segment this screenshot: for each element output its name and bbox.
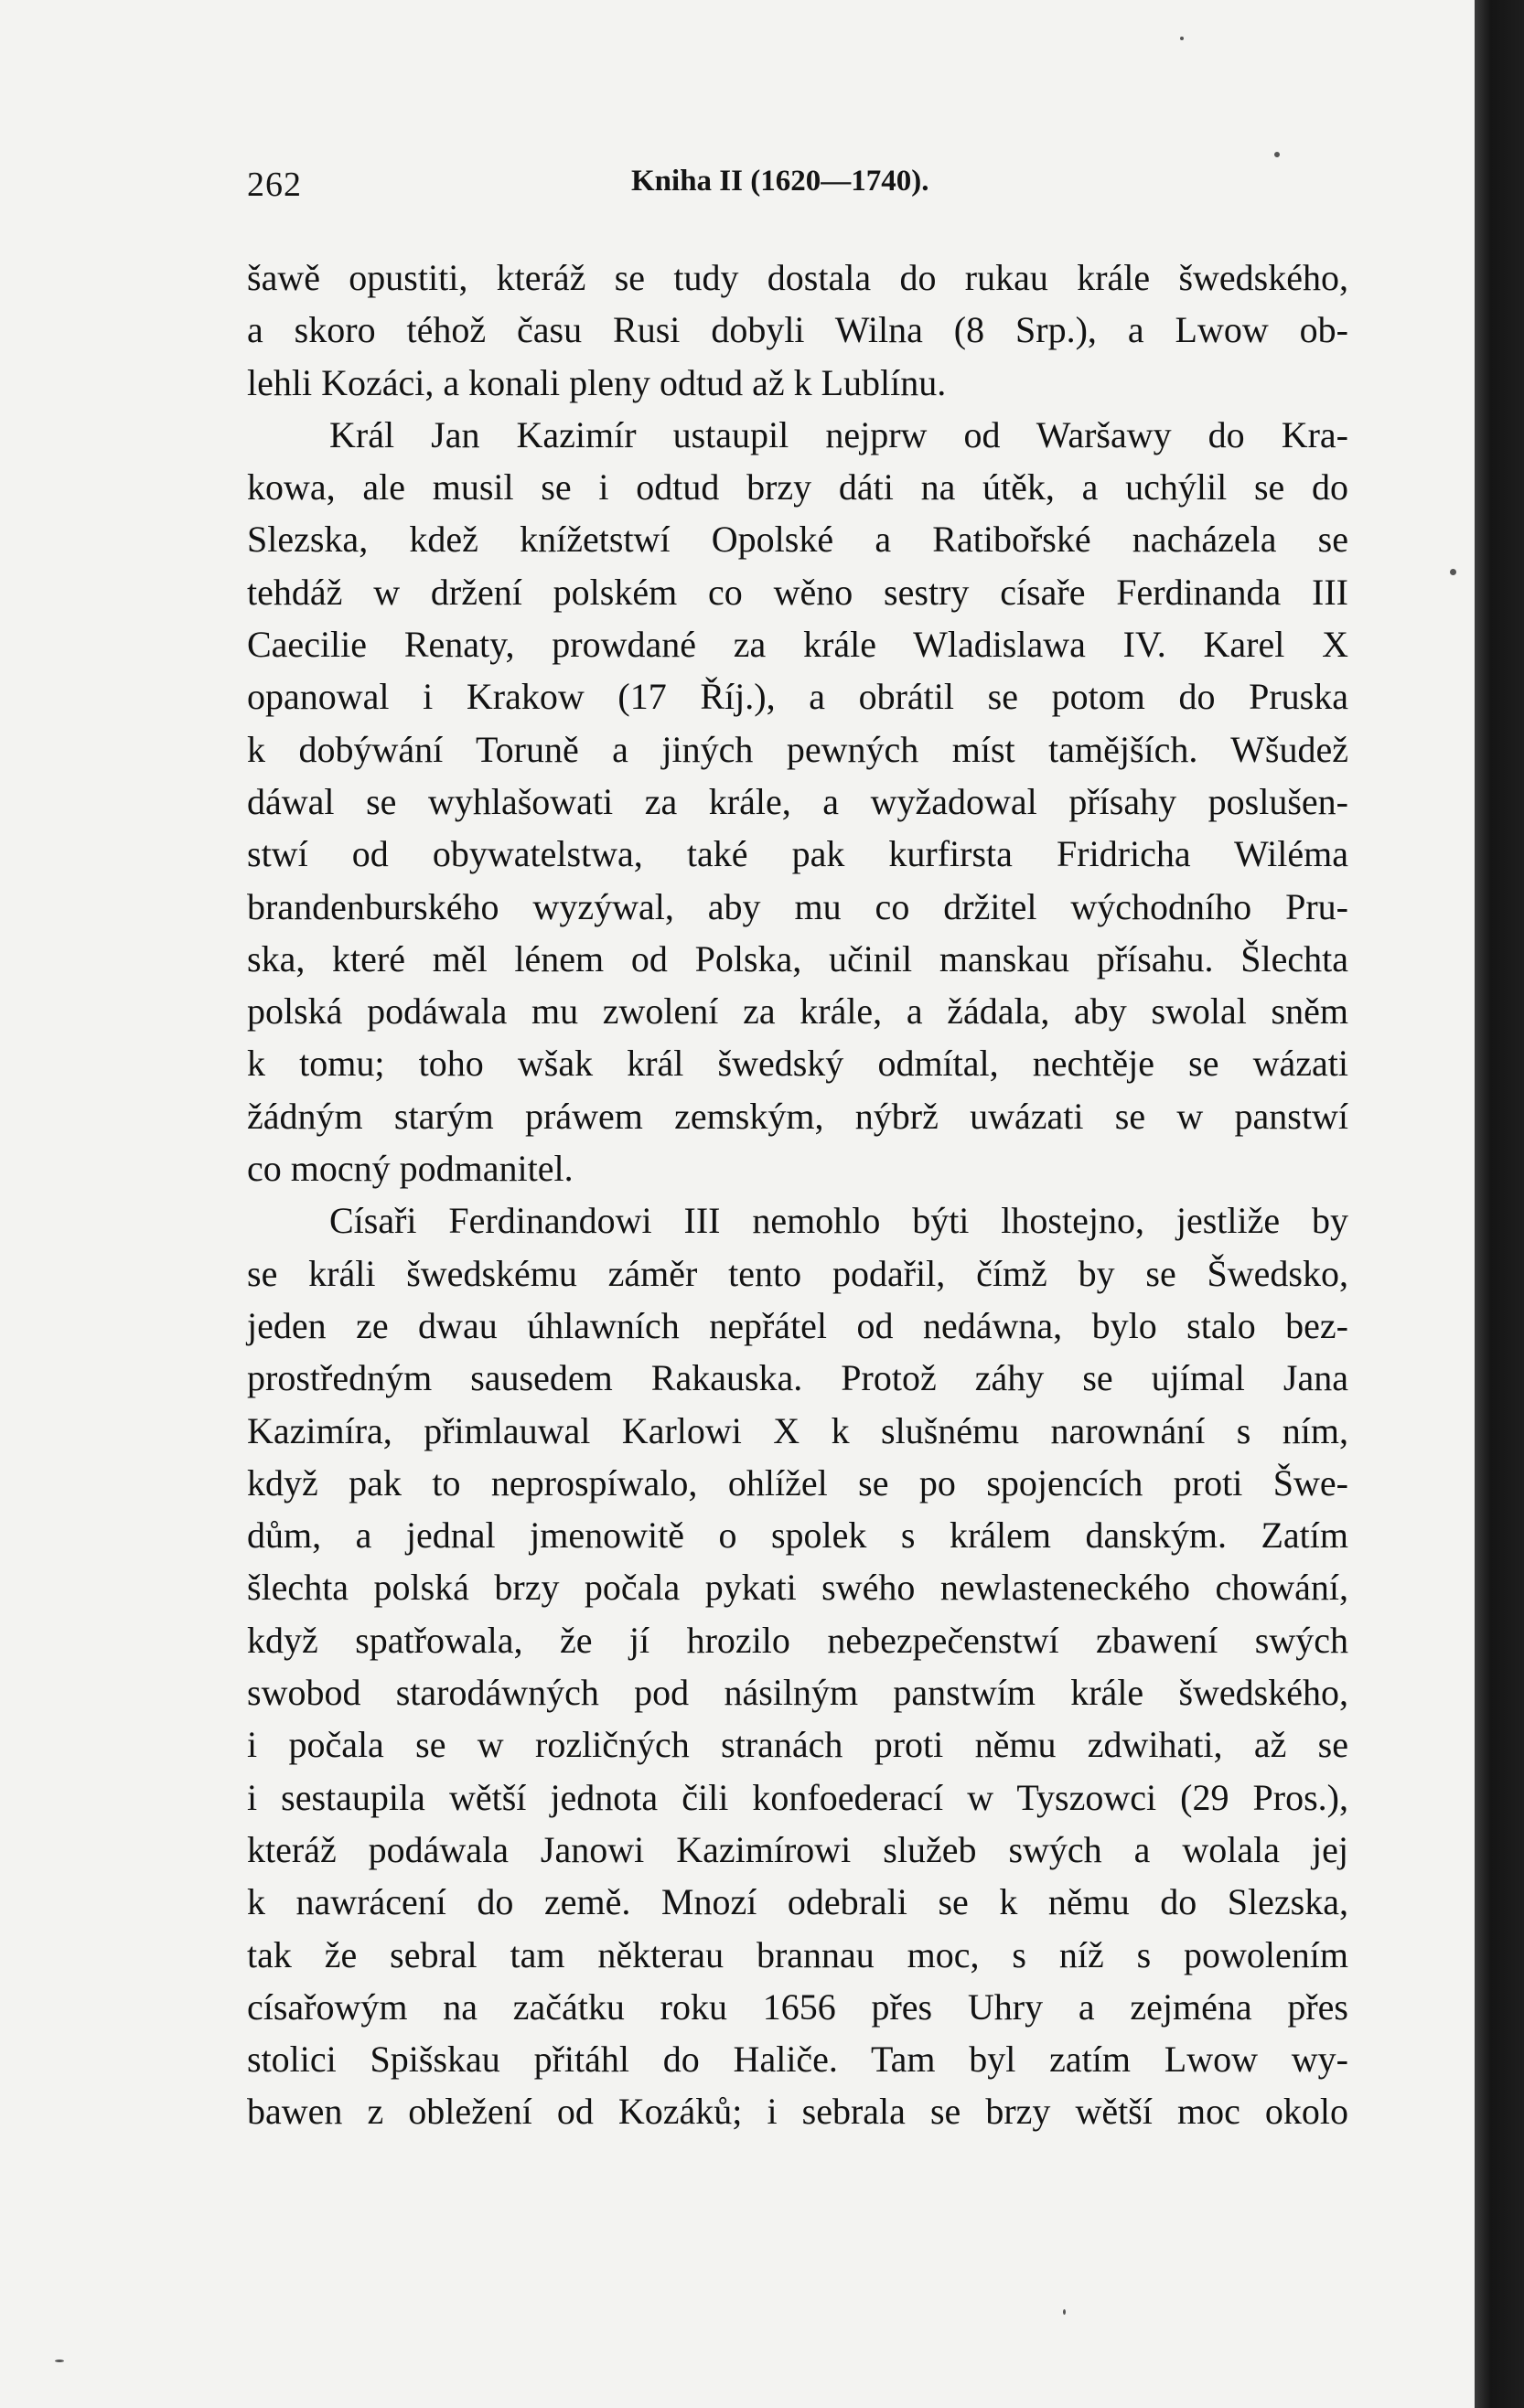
text-line: Císaři Ferdinandowi III nemohlo býti lhostejno, jestliže by xyxy=(329,1200,1348,1242)
text-line: stwí od obywatelstwa, také pak kurfirsta Fridricha Wiléma xyxy=(247,833,1348,875)
text-line: se králi šwedskému záměr tento podařil, čímž by se Šwedsko, xyxy=(247,1252,1348,1294)
text-line: Slezska, kdež knížetstwí Opolské a Ratibořské nacházela se xyxy=(247,519,1348,561)
text-line: císařowým na začátku roku 1656 přes Uhry a zejména přes xyxy=(247,1985,1348,2028)
text-line: k nawrácení do země. Mnozí odebrali se k němu do Slezska, xyxy=(247,1881,1348,1923)
page-header xyxy=(247,165,1348,210)
text-line: šlechta polská brzy počala pykati swého newlasteneckého chowání, xyxy=(247,1567,1348,1609)
text-line: a skoro téhož času Rusi dobyli Wilna (8 Srp.), a Lwow ob- xyxy=(247,309,1348,351)
text-line: lehli Kozáci, a konali pleny odtud až k Lublínu. xyxy=(247,361,947,403)
text-line: Kazimíra, přimlauwal Karlowi X k slušnému narownání s ním, xyxy=(247,1409,1348,1451)
text-line: Král Jan Kazimír ustaupil nejprw od Waršawy do Kra- xyxy=(329,413,1348,455)
text-line: tehdáž w držení polském co wěno sestry císaře Ferdinanda III xyxy=(247,571,1348,613)
text-line: i sestaupila wětší jednota čili konfoederací w Tyszowci (29 Pros.), xyxy=(247,1776,1348,1818)
paper-speck xyxy=(1180,37,1184,40)
text-line: i počala se w rozličných stranách proti němu zdwihati, až se xyxy=(247,1724,1348,1766)
paper-speck xyxy=(1063,2309,1066,2315)
text-line: k tomu; toho wšak král šwedský odmítal, nechtěje se wázati xyxy=(247,1043,1348,1085)
text-line: stolici Spišskau přitáhl do Haliče. Tam byl zatím Lwow wy- xyxy=(247,2039,1348,2081)
page-number: 262 xyxy=(247,166,302,204)
text-line: když spatřowala, že jí hrozilo nebezpečenstwí zbawení swých xyxy=(247,1619,1348,1661)
text-line: k dobýwání Toruně a jiných pewných míst tamějších. Wšudež xyxy=(247,728,1348,770)
text-line: bawen z obležení od Kozáků; i sebrala se brzy wětší moc okolo xyxy=(247,2091,1348,2133)
text-line: když pak to neprospíwalo, ohlížel se po spojencích proti Šwe- xyxy=(247,1461,1348,1504)
paper-speck xyxy=(1450,569,1456,575)
text-line: kteráž podáwala Janowi Kazimírowi služeb swých a wolala jej xyxy=(247,1828,1348,1870)
text-line: polská podáwala mu zwolení za krále, a žádala, aby swolal sněm xyxy=(247,990,1348,1033)
text-line: opanowal i Krakow (17 Říj.), a obrátil se potom do Pruska xyxy=(247,676,1348,718)
text-line: žádným starým práwem zemským, nýbrž uwázati se w panstwí xyxy=(247,1095,1348,1137)
paper-speck xyxy=(55,2360,64,2362)
text-line: prostředným sausedem Rakauska. Protož záhy se ujímal Jana xyxy=(247,1357,1348,1399)
page-edge xyxy=(1475,0,1524,2408)
text-line: tak že sebral tam některau brannau moc, s níž s powolením xyxy=(247,1933,1348,1975)
text-line: co mocný podmanitel. xyxy=(247,1148,574,1190)
text-line: šawě opustiti, kteráž se tudy dostala do rukau krále šwedského, xyxy=(247,257,1348,298)
body-text xyxy=(247,252,1348,2138)
text-line: brandenburského wyzýwal, aby mu co držitel wýchodního Pru- xyxy=(247,885,1348,927)
text-line: Caecilie Renaty, prowdané za krále Wladislawa IV. Karel X xyxy=(247,624,1348,666)
text-line: swobod starodáwných pod násilným panstwím krále šwedského, xyxy=(247,1672,1348,1714)
text-line: dům, a jednal jmenowitě o spolek s králem danským. Zatím xyxy=(247,1514,1348,1557)
text-line: dáwal se wyhlašowati za krále, a wyžadowal přísahy poslušen- xyxy=(247,780,1348,822)
text-line: kowa, ale musil se i odtud brzy dáti na útěk, a uchýlil se do xyxy=(247,466,1348,508)
paper-speck xyxy=(1274,152,1280,157)
text-line: jeden ze dwau úhlawních nepřátel od nedáwna, bylo stalo bez- xyxy=(247,1304,1348,1346)
text-line: ska, které měl lénem od Polska, učinil manskau přísahu. Šlechta xyxy=(247,937,1348,979)
running-title: Kniha II (1620—1740). xyxy=(631,165,929,198)
